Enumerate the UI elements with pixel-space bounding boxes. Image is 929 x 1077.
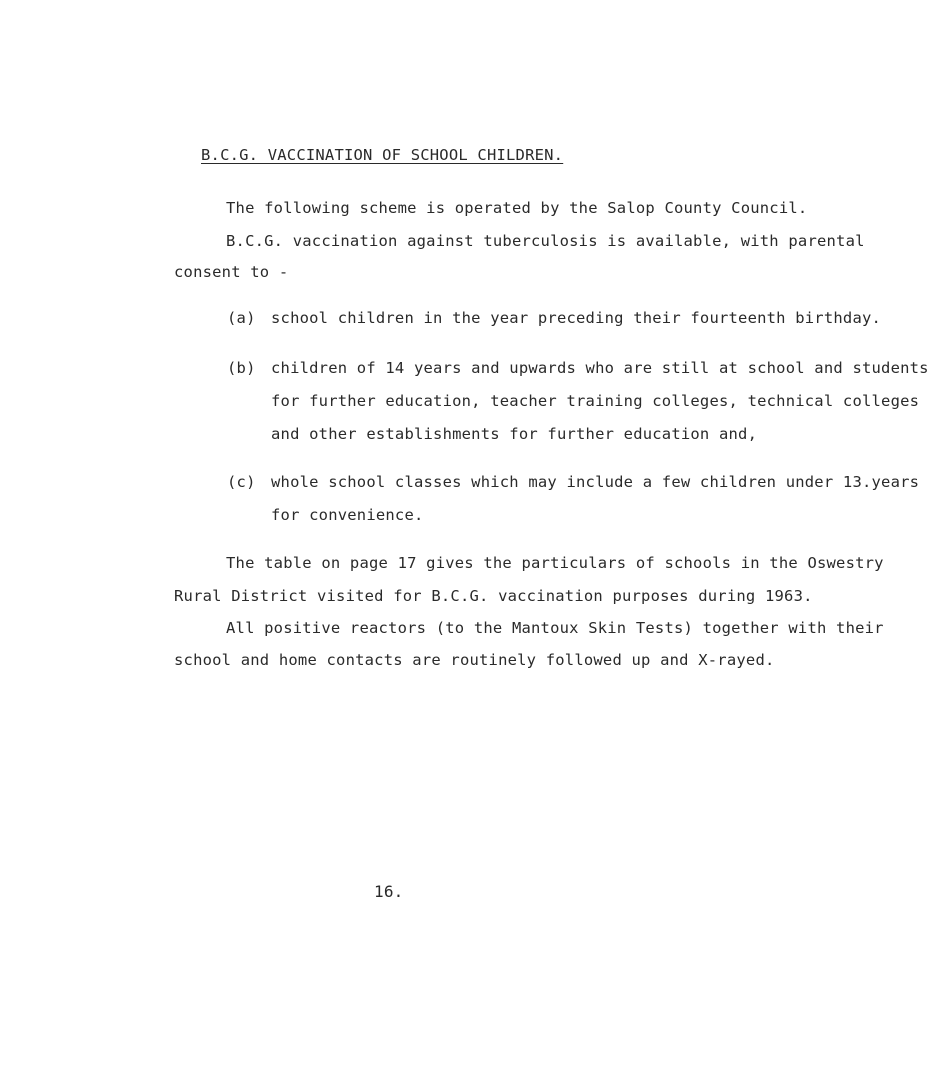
list-item-text: whole school classes which may include a few children under 13.years (271, 473, 920, 491)
paragraph-3-line-2: school and home contacts are routinely followed up and X-rayed. (174, 651, 775, 669)
intro-line-1: The following scheme is operated by the Salop County Council. (226, 199, 808, 217)
intro-line-3: consent to - (174, 263, 289, 281)
list-item-text: children of 14 years and upwards who are still at school and students (271, 359, 929, 377)
list-item-marker: (c) (227, 473, 256, 491)
list-item-marker: (a) (227, 309, 256, 327)
paragraph-2-line-1: The table on page 17 gives the particulars of schools in the Oswestry (226, 554, 884, 572)
paragraph-3-line-1: All positive reactors (to the Mantoux Skin Tests) together with their (226, 619, 884, 637)
paragraph-2-line-2: Rural District visited for B.C.G. vaccination purposes during 1963. (174, 587, 813, 605)
list-item-text: for further education, teacher training colleges, technical colleges (271, 392, 920, 410)
page-number: 16. (374, 882, 404, 901)
intro-line-2: B.C.G. vaccination against tuberculosis is available, with parental (226, 232, 865, 250)
list-item-marker: (b) (227, 359, 256, 377)
list-item-text: school children in the year preceding their fourteenth birthday. (271, 309, 882, 327)
list-item-text: and other establishments for further education and, (271, 425, 758, 443)
document-title: B.C.G. VACCINATION OF SCHOOL CHILDREN. (201, 146, 564, 164)
list-item-text: for convenience. (271, 506, 424, 524)
